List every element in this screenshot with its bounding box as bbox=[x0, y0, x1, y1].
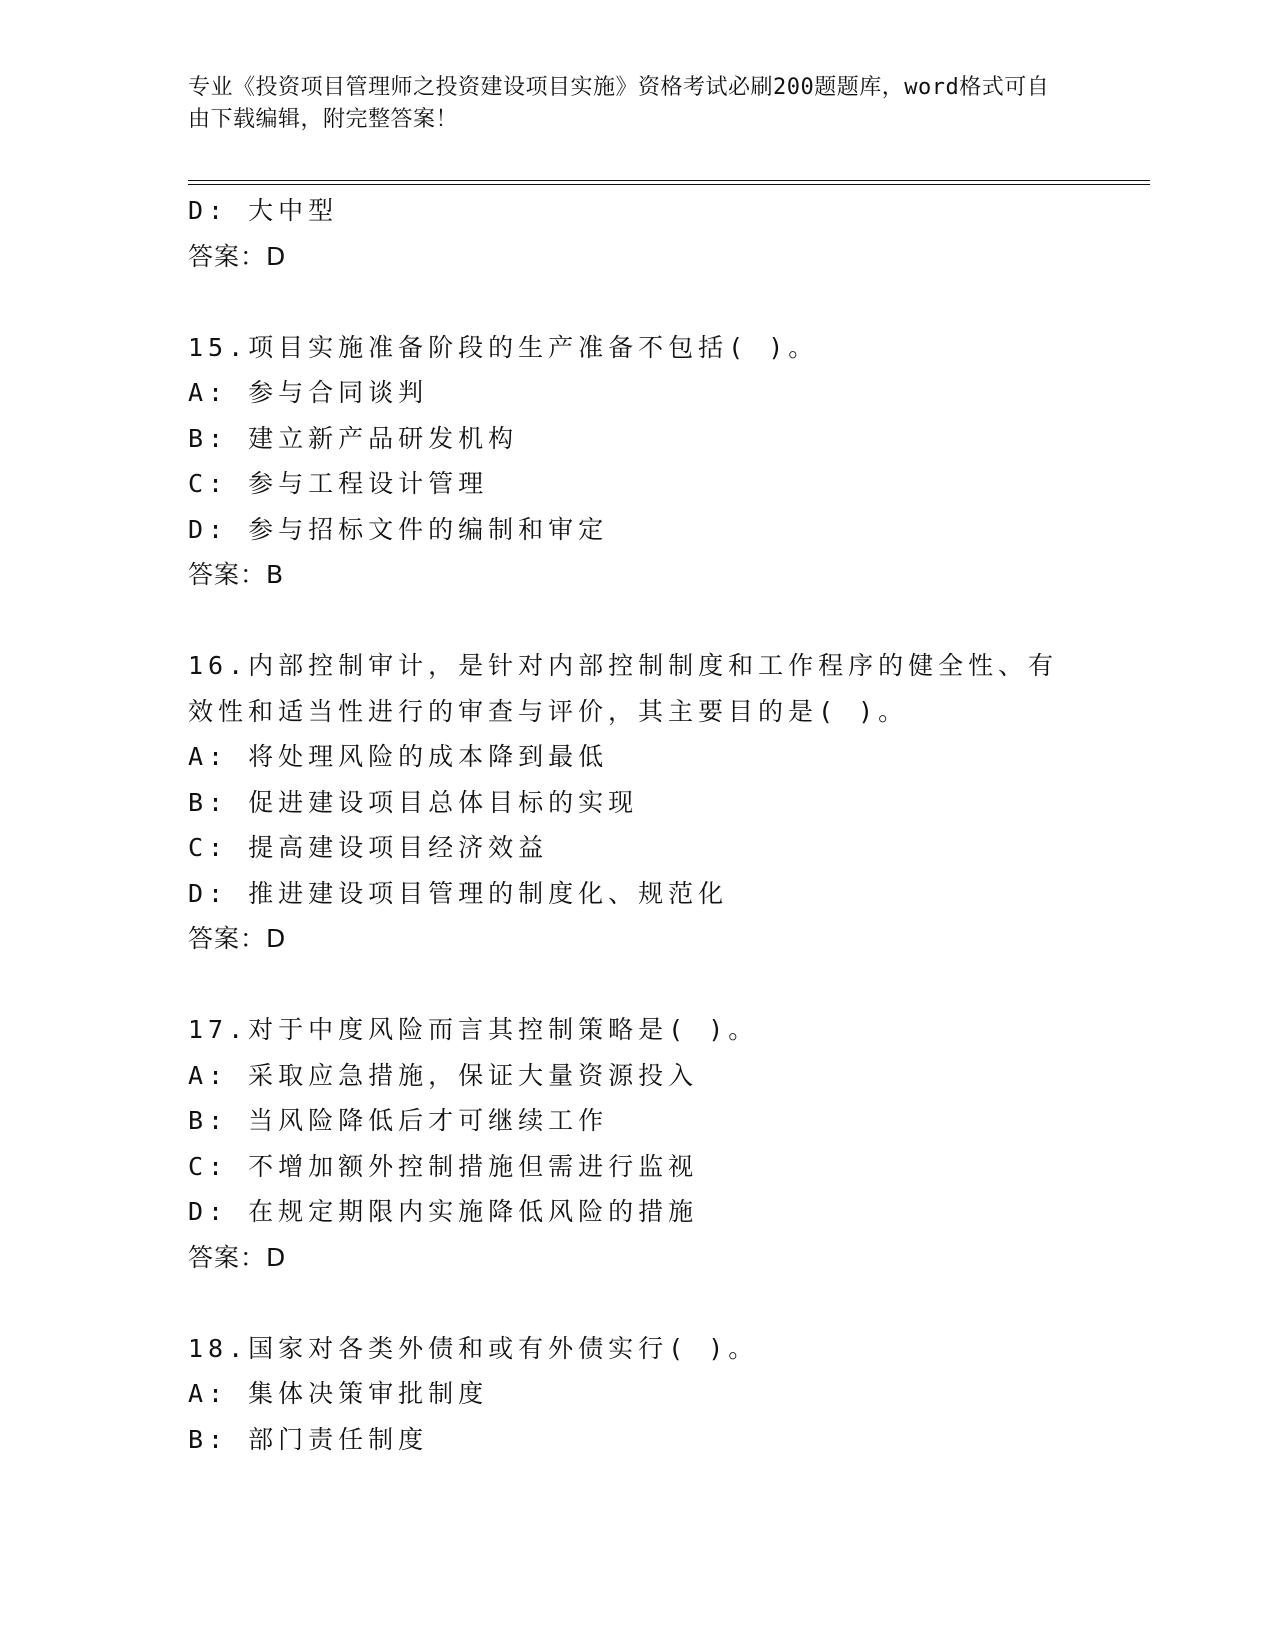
question-content bbox=[188, 188, 1088, 1462]
q16-option-a: A: 将处理风险的成本降到最低 bbox=[188, 742, 609, 771]
q17-stem: 17.对于中度风险而言其控制策略是( )。 bbox=[188, 1015, 759, 1044]
header-rule-top bbox=[188, 180, 1150, 181]
q17-option-a: A: 采取应急措施，保证大量资源投入 bbox=[188, 1060, 699, 1090]
q18-stem: 18.国家对各类外债和或有外债实行( )。 bbox=[188, 1333, 759, 1363]
q15-stem: 15.项目实施准备阶段的生产准备不包括( )。 bbox=[188, 332, 819, 362]
q17-option-c: C: 不增加额外控制措施但需进行监视 bbox=[188, 1151, 699, 1181]
document-header: 专业《投资项目管理师之投资建设项目实施》资格考试必刷200题题库，word格式可自由下载编辑，附完整答案！ bbox=[188, 75, 1050, 132]
q18-option-b: B: 部门责任制度 bbox=[188, 1424, 429, 1454]
header-rule-bottom bbox=[188, 184, 1150, 185]
spacer bbox=[188, 598, 1088, 644]
q15-option-a: A: 参与合同谈判 bbox=[188, 378, 429, 407]
q15-option-b: B: 建立新产品研发机构 bbox=[188, 423, 519, 453]
q15-answer: 答案：B bbox=[188, 560, 285, 589]
q16-answer: 答案：D bbox=[188, 924, 287, 953]
q14-answer: 答案：D bbox=[188, 241, 287, 271]
q17-option-b: B: 当风险降低后才可继续工作 bbox=[188, 1106, 609, 1135]
q17-answer: 答案：D bbox=[188, 1242, 287, 1272]
spacer bbox=[188, 962, 1088, 1008]
q15-option-d: D: 参与招标文件的编制和审定 bbox=[188, 514, 609, 544]
q16-option-b: B: 促进建设项目总体目标的实现 bbox=[188, 787, 639, 817]
q16-stem: 16.内部控制审计，是针对内部控制制度和工作程序的健全性、有效性和适当性进行的审查与评价，其主要目的是( )。 bbox=[188, 651, 1059, 726]
q17-option-d: D: 在规定期限内实施降低风险的措施 bbox=[188, 1197, 699, 1226]
q16-option-c: C: 提高建设项目经济效益 bbox=[188, 833, 549, 862]
spacer bbox=[188, 1280, 1088, 1326]
q18-option-a: A: 集体决策审批制度 bbox=[188, 1379, 489, 1408]
q15-option-c: C: 参与工程设计管理 bbox=[188, 469, 489, 498]
q14-option-d: D: 大中型 bbox=[188, 196, 339, 225]
q16-option-d: D: 推进建设项目管理的制度化、规范化 bbox=[188, 878, 729, 908]
spacer bbox=[188, 279, 1088, 325]
